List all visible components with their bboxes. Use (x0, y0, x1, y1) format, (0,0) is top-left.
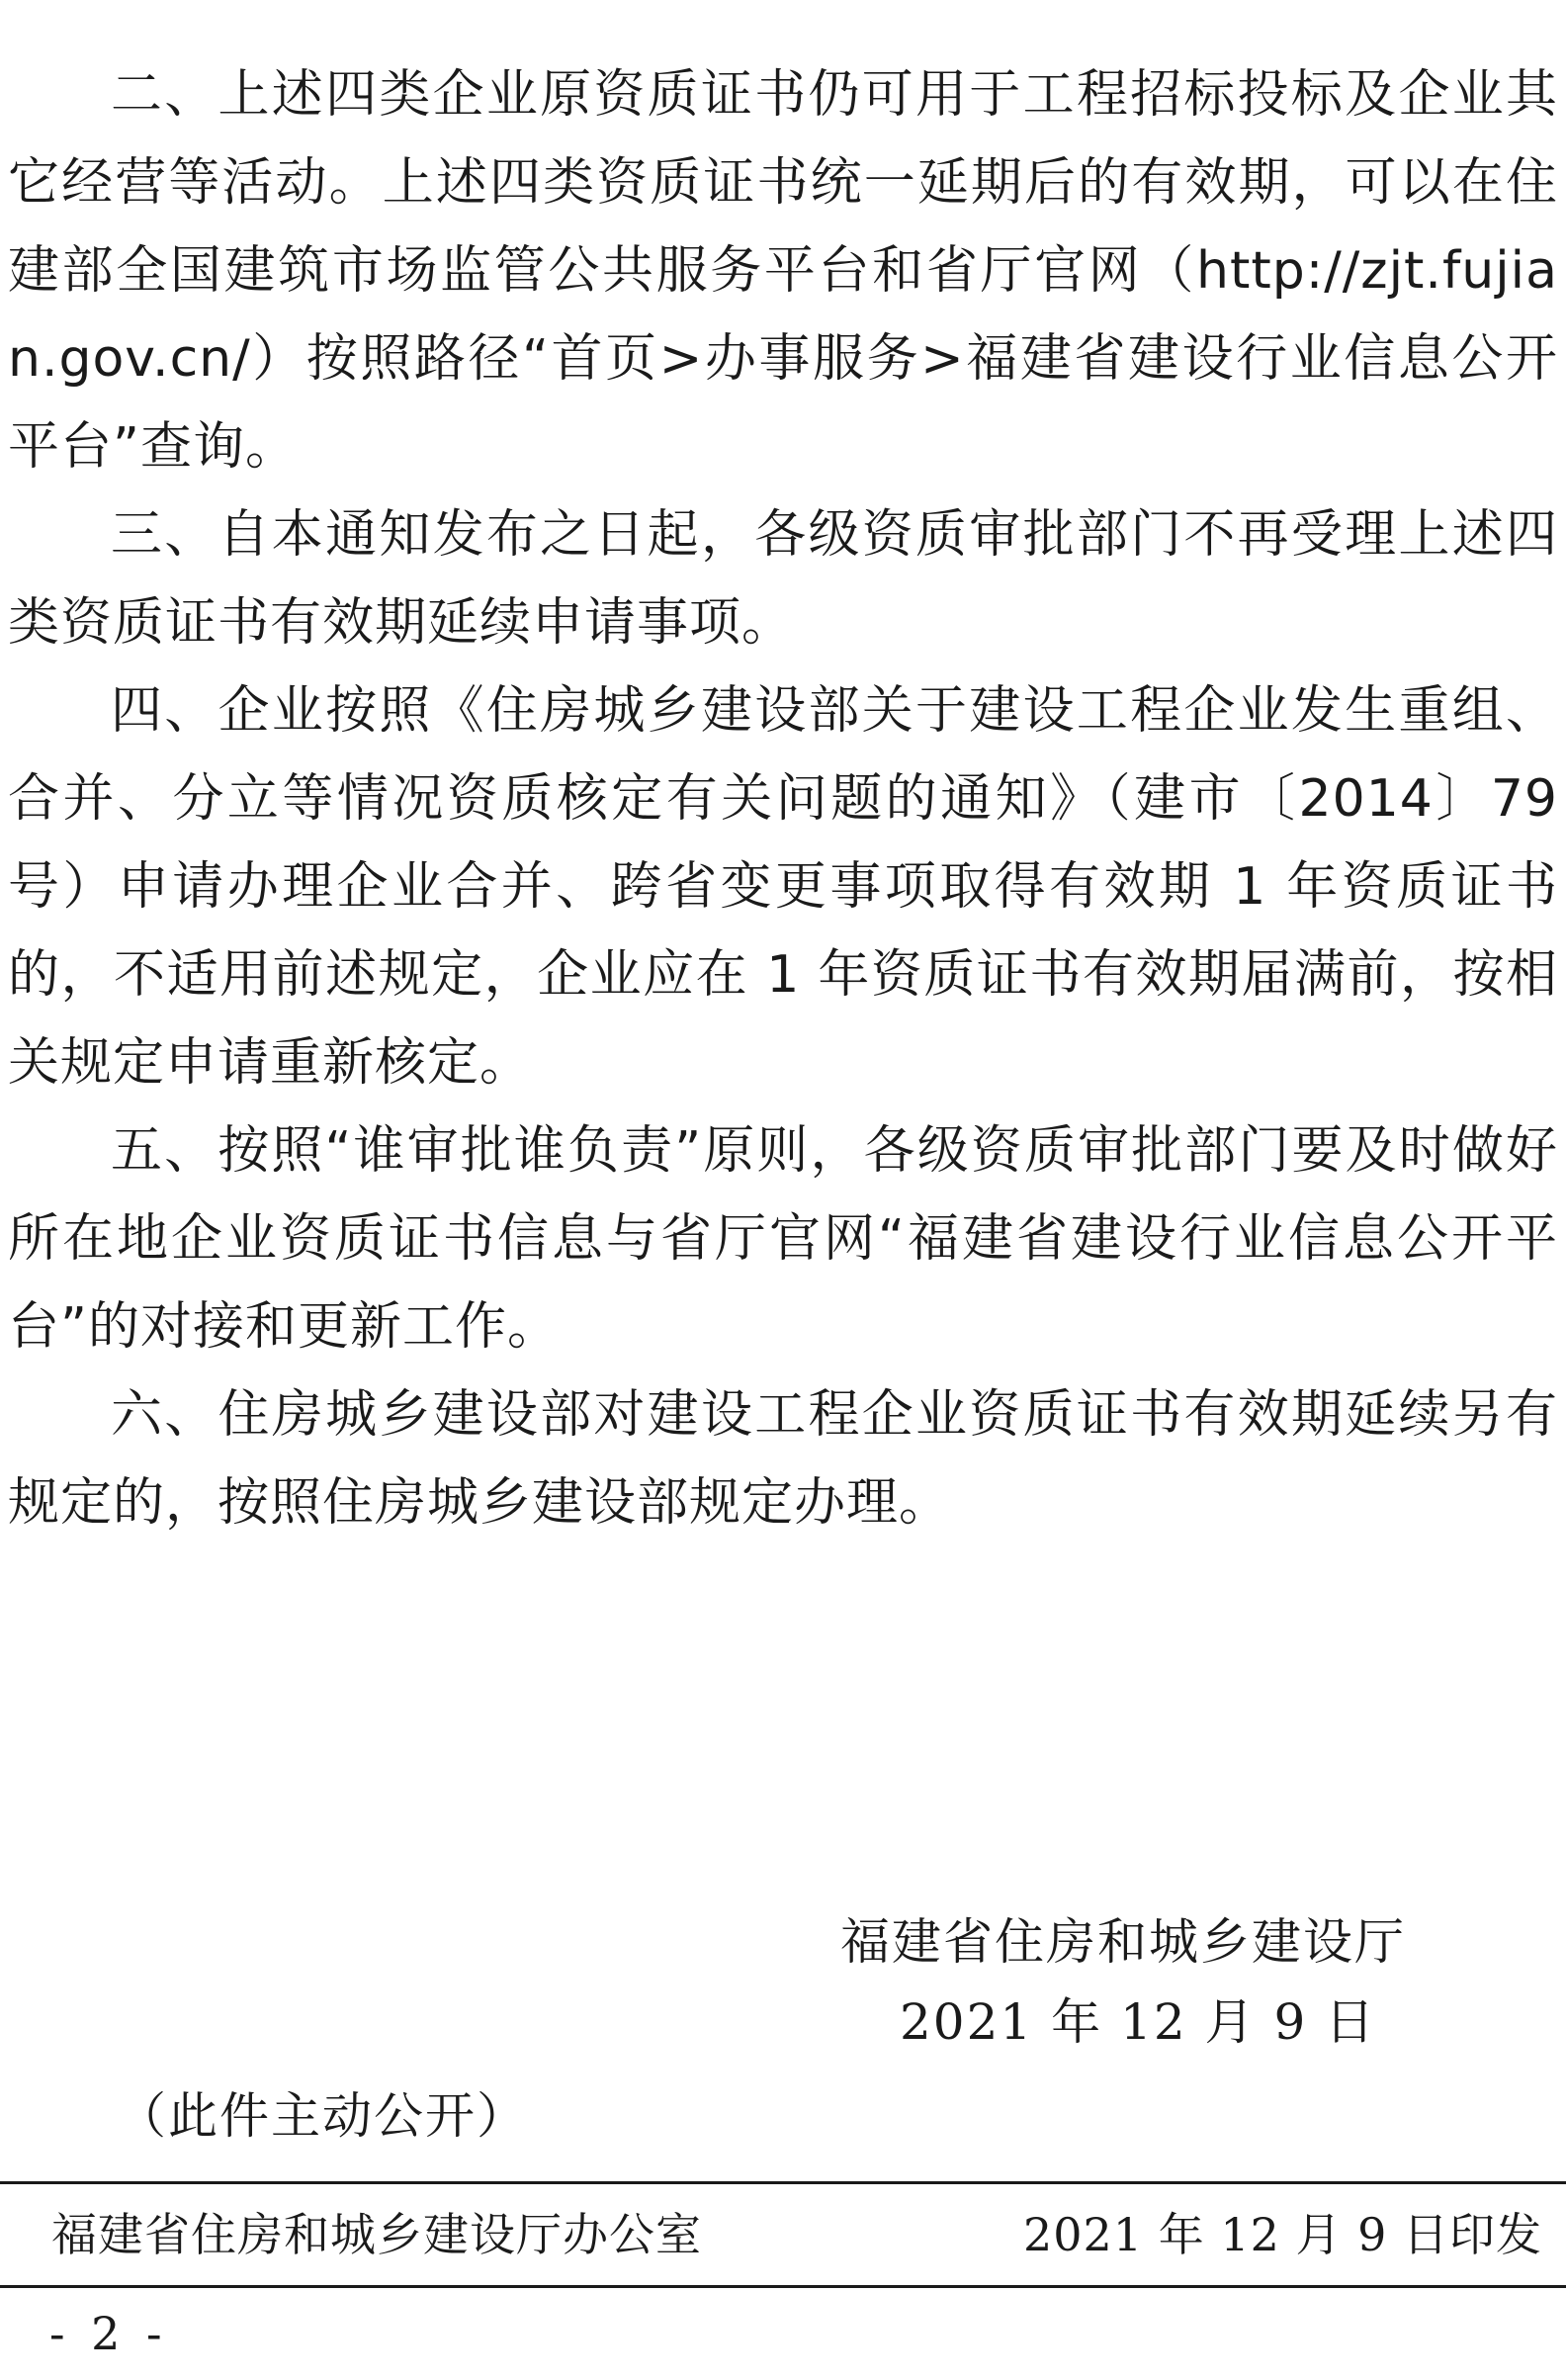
public-disclosure-note: （此件主动公开） (117, 2087, 528, 2145)
document-body (8, 51, 1558, 1547)
footer-issuer: 福建省住房和城乡建设厅办公室 (51, 2208, 702, 2261)
signature-organization: 福建省住房和城乡建设厅 (840, 1913, 1406, 1971)
paragraph-item-four: 四、企业按照《住房城乡建设部关于建设工程企业发生重组、合并、分立等情况资质核定有关问题的通知》（建市〔2014〕79号）申请办理企业合并、跨省变更事项取得有效期 1 年资质证书的，不适用前述规定，企业应在 1 年资质证书有效期届满前，按相关规定申请重新核定。 (8, 681, 1558, 1093)
paragraph-item-six: 六、住房城乡建设部对建设工程企业资质证书有效期延续另有规定的，按照住房城乡建设部规定办理。 (8, 1385, 1558, 1533)
footer-print-date: 2021 年 12 月 9 日印发 (1023, 2208, 1542, 2261)
paragraph-item-five: 五、按照“谁审批谁负责”原则，各级资质审批部门要及时做好所在地企业资质证书信息与省厅官网“福建省建设行业信息公开平台”的对接和更新工作。 (8, 1121, 1558, 1357)
footer-top-rule (0, 2181, 1566, 2184)
print-footer (0, 2195, 1566, 2274)
footer-bottom-rule (0, 2285, 1566, 2288)
signature-block (840, 1906, 1552, 2067)
page-number: - 2 - (49, 2307, 168, 2360)
signature-date: 2021 年 12 月 9 日 (900, 1993, 1377, 2051)
paragraph-item-two: 二、上述四类企业原资质证书仍可用于工程招标投标及企业其它经营等活动。上述四类资质证书统一延期后的有效期，可以在住建部全国建筑市场监管公共服务平台和省厅官网（http://zjt.fujian.gov.cn/）按照路径“首页>办事服务>福建省建设行业信息公开平台”查询。 (8, 65, 1558, 477)
paragraph-item-three: 三、自本通知发布之日起，各级资质审批部门不再受理上述四类资质证书有效期延续申请事项。 (8, 505, 1558, 653)
